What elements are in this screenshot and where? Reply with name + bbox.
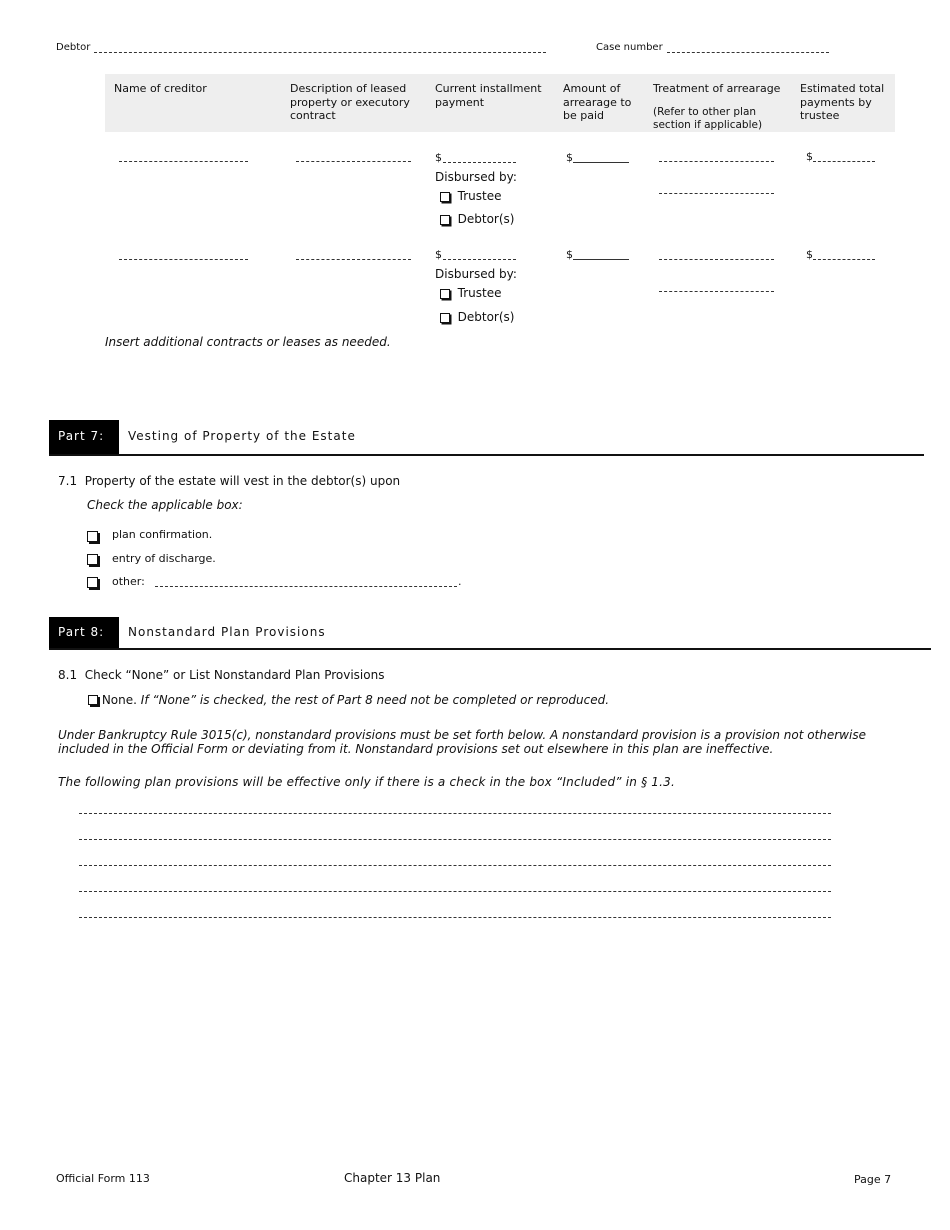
debtors-label: Debtor(s) — [457, 310, 515, 324]
footer-form: Official Form 113 — [56, 1172, 150, 1185]
option-plan-confirmation[interactable] — [87, 527, 98, 546]
debtor-label: Debtor — [56, 42, 91, 53]
item-7-1 — [58, 474, 400, 488]
col-header-estimated-total: Estimated total payments by trustee — [800, 82, 885, 122]
arrearage-dollar: $ — [566, 151, 573, 164]
treatment-field-1[interactable] — [659, 259, 774, 260]
option-other[interactable] — [87, 573, 98, 592]
case-number-label: Case number — [596, 42, 663, 53]
debtors-label: Debtor(s) — [457, 212, 515, 226]
footer-title: Chapter 13 Plan — [344, 1171, 441, 1185]
item-8-1-number: 8.1 — [58, 668, 78, 682]
part7-box-label: Part 7: — [58, 429, 105, 443]
total-dollar: $ — [806, 150, 813, 163]
item-7-1-number: 7.1 — [58, 474, 78, 488]
none-option[interactable] — [88, 693, 609, 707]
none-label: None. — [101, 693, 137, 707]
installment-field[interactable] — [443, 162, 516, 163]
installment-field[interactable] — [443, 259, 516, 260]
trustee-label: Trustee — [457, 286, 502, 300]
debtors-option[interactable] — [440, 310, 514, 324]
trustee-option[interactable] — [440, 189, 501, 203]
provision-line[interactable] — [79, 813, 831, 814]
arrearage-field[interactable] — [573, 162, 629, 163]
trustee-option[interactable] — [440, 286, 501, 300]
trustee-checkbox[interactable] — [440, 289, 450, 299]
description-field[interactable] — [296, 161, 411, 162]
part8-title: Nonstandard Plan Provisions — [128, 625, 326, 639]
debtors-checkbox[interactable] — [440, 313, 450, 323]
none-note: If “None” is checked, the rest of Part 8 need not be completed or reproduced. — [140, 693, 610, 707]
item-7-1-text: Property of the estate will vest in the debtor(s) upon — [84, 474, 401, 488]
total-field[interactable] — [813, 161, 875, 162]
other-field[interactable] — [155, 586, 457, 587]
part7-title: Vesting of Property of the Estate — [128, 429, 356, 443]
installment-dollar: $ — [435, 248, 442, 261]
option-entry-of-discharge-label: entry of discharge. — [112, 552, 216, 565]
treatment-field-2[interactable] — [659, 193, 774, 194]
item-8-1-text: Check “None” or List Nonstandard Plan Provisions — [84, 668, 385, 682]
col-header-arrearage-amount: Amount of arrearage to be paid — [563, 82, 632, 122]
option-entry-of-discharge[interactable] — [87, 550, 98, 569]
provision-line[interactable] — [79, 891, 831, 892]
arrearage-field[interactable] — [573, 259, 629, 260]
table-footnote: Insert additional contracts or leases as needed. — [105, 335, 391, 349]
effective-text: The following plan provisions will be effective only if there is a check in the box “Included” in § 1.3. — [58, 775, 676, 789]
treatment-field-2[interactable] — [659, 291, 774, 292]
other-field-period: . — [458, 575, 462, 588]
arrearage-dollar: $ — [566, 248, 573, 261]
item-8-1 — [58, 668, 384, 682]
trustee-label: Trustee — [457, 189, 502, 203]
case-number-field[interactable] — [667, 52, 829, 53]
option-other-label: other: — [112, 575, 145, 588]
part8-box-label: Part 8: — [58, 625, 105, 639]
creditor-name-field[interactable] — [119, 161, 248, 162]
disbursed-by-label: Disbursed by: — [435, 267, 517, 281]
part7-box — [49, 420, 119, 455]
trustee-checkbox[interactable] — [440, 192, 450, 202]
provision-line[interactable] — [79, 865, 831, 866]
entry-of-discharge-checkbox[interactable] — [87, 554, 98, 565]
treatment-field-1[interactable] — [659, 161, 774, 162]
footer-page: Page 7 — [854, 1173, 892, 1186]
provision-line[interactable] — [79, 917, 831, 918]
part7-rule — [49, 454, 924, 456]
creditor-name-field[interactable] — [119, 259, 248, 260]
rule-3015-text: Under Bankruptcy Rule 3015(c), nonstandard provisions must be set forth below. A nonstandard provision is a provision not otherwise included in the Official Form or deviating from it. Nonstandard provisions set out elsewhere in this plan are ineffective. — [58, 728, 866, 756]
disbursed-by-label: Disbursed by: — [435, 170, 517, 184]
col-header-treatment: Treatment of arrearage — [653, 82, 781, 95]
provision-line[interactable] — [79, 839, 831, 840]
part8-box — [49, 617, 119, 650]
debtor-field[interactable] — [94, 52, 546, 53]
debtors-checkbox[interactable] — [440, 215, 450, 225]
part7-instruction: Check the applicable box: — [87, 498, 243, 512]
other-checkbox[interactable] — [87, 577, 98, 588]
plan-confirmation-checkbox[interactable] — [87, 531, 98, 542]
col-header-creditor: Name of creditor — [114, 82, 207, 95]
debtors-option[interactable] — [440, 212, 514, 226]
installment-dollar: $ — [435, 151, 442, 164]
col-header-description: Description of leased property or executory contract — [290, 82, 410, 122]
col-header-treatment-note: (Refer to other plan section if applicable) — [653, 106, 763, 131]
part8-rule — [49, 648, 931, 650]
col-header-installment: Current installment payment — [435, 82, 542, 109]
option-plan-confirmation-label: plan confirmation. — [112, 528, 213, 541]
total-field[interactable] — [813, 259, 875, 260]
none-checkbox[interactable] — [88, 695, 98, 705]
description-field[interactable] — [296, 259, 411, 260]
total-dollar: $ — [806, 248, 813, 261]
